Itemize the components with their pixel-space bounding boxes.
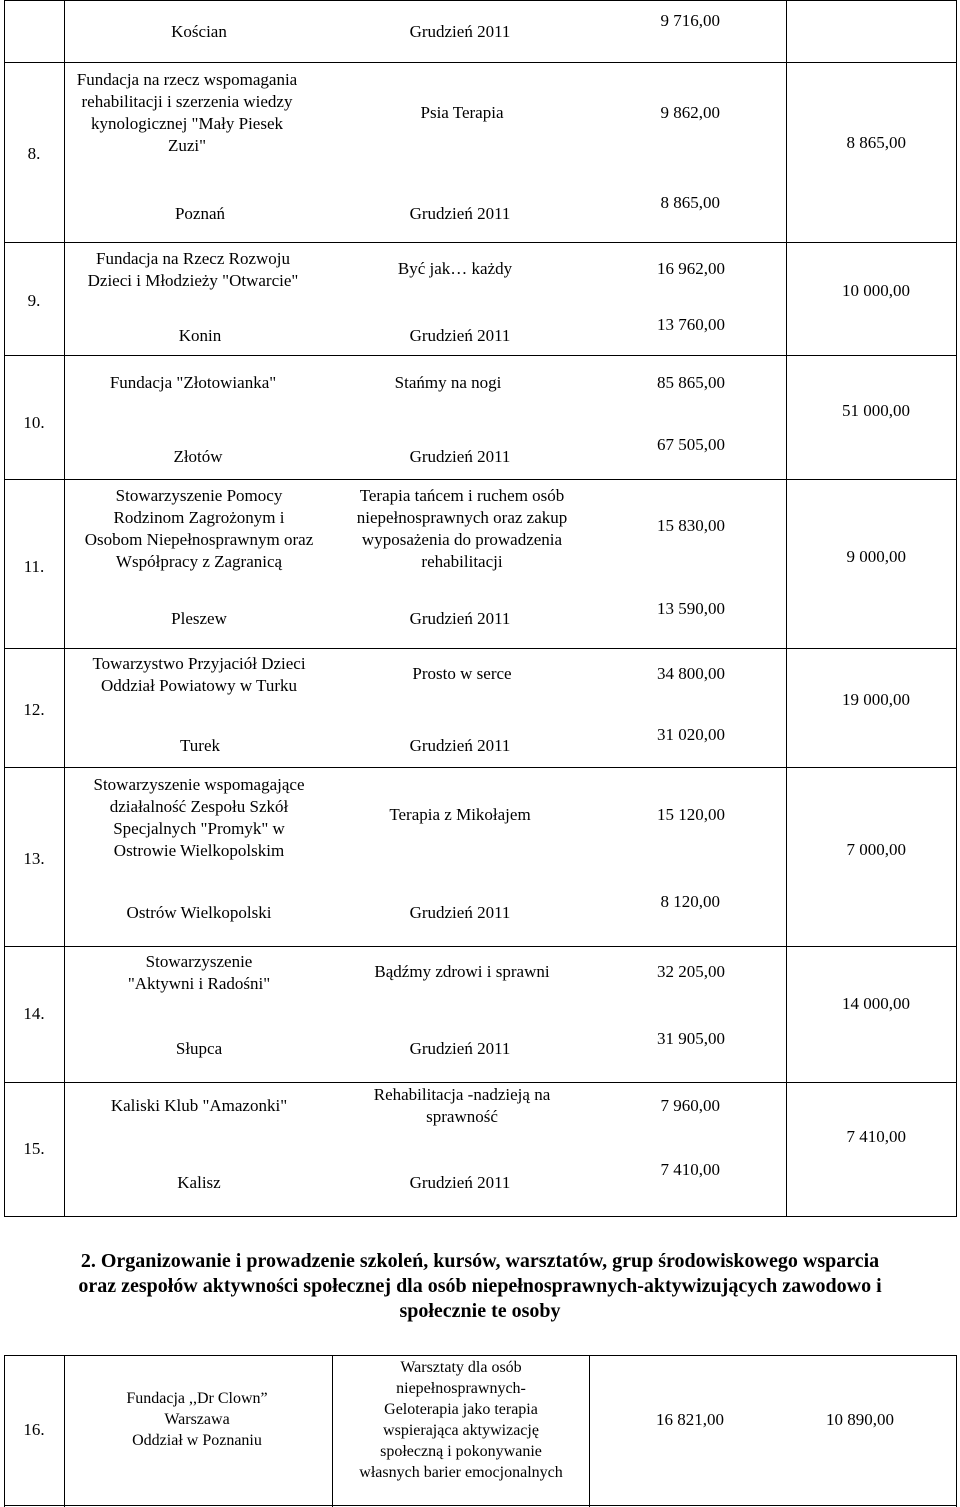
cost-cell: 9 716,00: [660, 11, 720, 30]
row-number: 10.: [23, 413, 45, 432]
cost-cell: 7 410,00: [660, 1160, 720, 1179]
date-cell: Grudzień 2011: [409, 609, 511, 628]
granted-amount: 14 000,00: [842, 994, 910, 1013]
city-cell: Pleszew: [171, 609, 227, 628]
row-number: 13.: [23, 849, 45, 868]
date-cell: Grudzień 2011: [409, 447, 511, 466]
granted-amount: 8 865,00: [846, 133, 906, 152]
granted-amount: 10 000,00: [842, 281, 910, 300]
project-title: Rehabilitacja -nadzieją na: [373, 1085, 551, 1104]
cost-cell: 8 865,00: [660, 193, 720, 212]
date-cell: Grudzień 2011: [409, 326, 511, 345]
granted-amount: 7 410,00: [846, 1127, 906, 1146]
organization-name: Rodzinom Zagrożonym i: [113, 508, 285, 527]
table2-col-divider: [589, 1355, 590, 1507]
col-divider-number: [64, 0, 65, 1217]
organization-name: Stowarzyszenie: [145, 952, 253, 971]
row-divider: [4, 62, 957, 63]
col-divider-granted: [786, 0, 787, 1217]
project-title: niepełnosprawnych oraz zakup: [356, 508, 568, 527]
organization-name: Współpracy z Zagranicą: [115, 552, 283, 571]
granted-amount: 7 000,00: [846, 840, 906, 859]
date-cell: Grudzień 2011: [409, 903, 511, 922]
organization-name: Osobom Niepełnosprawnym oraz: [84, 530, 314, 549]
row-number: 15.: [23, 1139, 45, 1158]
granted-amount: 51 000,00: [842, 401, 910, 420]
organization-name: "Aktywni i Radośni": [127, 974, 271, 993]
organization-name: Fundacja ,,Dr Clown”: [126, 1390, 268, 1407]
requested-amount: 85 865,00: [657, 373, 725, 392]
row-divider: [4, 479, 957, 480]
project-title: rehabilitacji: [421, 552, 503, 571]
cost-cell: 13 760,00: [657, 315, 725, 334]
organization-name: Kaliski Klub "Amazonki": [110, 1096, 288, 1115]
organization-name: kynologicznej "Mały Piesek: [90, 114, 284, 133]
project-title: własnych barier emocjonalnych: [359, 1464, 563, 1481]
table-border-right: [956, 0, 957, 1217]
organization-name: Ostrowie Wielkopolskim: [113, 841, 285, 860]
section-heading-line: społecznie te osoby: [399, 1300, 561, 1322]
organization-name: Oddział Powiatowy w Turku: [101, 676, 297, 695]
date-cell: Grudzień 2011: [409, 22, 511, 41]
project-title: społeczną i pokonywanie: [380, 1443, 542, 1460]
project-title: Geloterapia jako terapia: [384, 1401, 538, 1418]
section-heading-line: oraz zespołów aktywności społecznej dla osób niepełnosprawnych-aktywizujących zawodowo i: [78, 1275, 882, 1297]
table2-border-left: [4, 1355, 5, 1507]
row-number: 11.: [23, 557, 45, 576]
project-title: niepełnosprawnych-: [396, 1380, 526, 1397]
table2-col-divider: [64, 1355, 65, 1507]
cost-cell: 8 120,00: [660, 892, 720, 911]
requested-amount: 15 830,00: [657, 516, 725, 535]
granted-amount: 19 000,00: [842, 690, 910, 709]
project-title: Psia Terapia: [420, 103, 504, 122]
row-number: 12.: [23, 700, 45, 719]
date-cell: Grudzień 2011: [409, 204, 511, 223]
requested-amount: 9 862,00: [660, 103, 720, 122]
granted-amount: 9 000,00: [846, 547, 906, 566]
project-title: sprawność: [426, 1107, 498, 1126]
project-title: wspierająca aktywizację: [383, 1422, 539, 1439]
organization-name: Dzieci i Młodzieży "Otwarcie": [87, 271, 299, 290]
date-cell: Grudzień 2011: [409, 736, 511, 755]
organization-name: Fundacja "Złotowianka": [109, 373, 277, 392]
organization-name: Towarzystwo Przyjaciół Dzieci: [92, 654, 306, 673]
organization-name: Oddział w Poznaniu: [132, 1432, 262, 1449]
table-border-left: [4, 0, 5, 1217]
city-cell: Turek: [180, 736, 220, 755]
city-cell: Konin: [178, 326, 222, 345]
project-title: Stańmy na nogi: [394, 373, 502, 392]
organization-name: Stowarzyszenie wspomagające: [93, 775, 305, 794]
table2-col-divider: [332, 1355, 333, 1507]
cost-cell: 31 905,00: [657, 1029, 725, 1048]
row-divider: [4, 648, 957, 649]
organization-name: Zuzi": [167, 136, 207, 155]
row-divider: [4, 355, 957, 356]
project-title: Prosto w serce: [412, 664, 512, 683]
organization-name: Fundacja na rzecz wspomagania: [76, 70, 298, 89]
requested-amount: 16 821,00: [656, 1410, 724, 1429]
city-cell: Ostrów Wielkopolski: [126, 903, 272, 922]
date-cell: Grudzień 2011: [409, 1173, 511, 1192]
table2-border-top: [4, 1355, 957, 1356]
project-title: Być jak… każdy: [397, 259, 513, 278]
project-title: wyposażenia do prowadzenia: [361, 530, 563, 549]
section-heading-line: 2. Organizowanie i prowadzenie szkoleń, kursów, warsztatów, grup środowiskowego wsparcia: [80, 1250, 880, 1272]
table2-border-bottom: [4, 1505, 957, 1506]
date-cell: Grudzień 2011: [409, 1039, 511, 1058]
city-cell: Kalisz: [177, 1173, 221, 1192]
cost-cell: 31 020,00: [657, 725, 725, 744]
city-cell: Kościan: [171, 22, 227, 41]
row-number: 14.: [23, 1004, 45, 1023]
organization-name: rehabilitacji i szerzenia wiedzy: [81, 92, 293, 111]
table2-border-right: [956, 1355, 957, 1507]
cost-cell: 13 590,00: [657, 599, 725, 618]
row-divider: [4, 242, 957, 243]
row-divider: [4, 1082, 957, 1083]
city-cell: Słupca: [175, 1039, 223, 1058]
requested-amount: 34 800,00: [657, 664, 725, 683]
table-border-top: [4, 0, 957, 1]
organization-name: Specjalnych "Promyk" w: [113, 819, 285, 838]
organization-name: Warszawa: [164, 1411, 230, 1428]
section-heading: [30, 1249, 930, 1324]
cost-cell: 67 505,00: [657, 435, 725, 454]
requested-amount: 16 962,00: [657, 259, 725, 278]
requested-amount: 15 120,00: [657, 805, 725, 824]
city-cell: Złotów: [173, 447, 223, 466]
project-title: Warsztaty dla osób: [400, 1359, 522, 1376]
row-divider: [4, 946, 957, 947]
requested-amount: 7 960,00: [660, 1096, 720, 1115]
row-divider: [4, 767, 957, 768]
row-number: 9.: [27, 291, 41, 310]
project-title: Terapia tańcem i ruchem osób: [359, 486, 565, 505]
organization-name: Stowarzyszenie Pomocy: [115, 486, 283, 505]
row-number: 16.: [23, 1420, 45, 1439]
requested-amount: 32 205,00: [657, 962, 725, 981]
table-border-bottom: [4, 1216, 957, 1217]
project-title: Terapia z Mikołajem: [389, 805, 531, 824]
organization-name: Fundacja na Rzecz Rozwoju: [95, 249, 291, 268]
row-number: 8.: [27, 144, 41, 163]
project-title: Bądźmy zdrowi i sprawni: [374, 962, 550, 981]
granted-amount: 10 890,00: [826, 1410, 894, 1429]
organization-name: działalność Zespołu Szkół: [109, 797, 289, 816]
city-cell: Poznań: [174, 204, 226, 223]
